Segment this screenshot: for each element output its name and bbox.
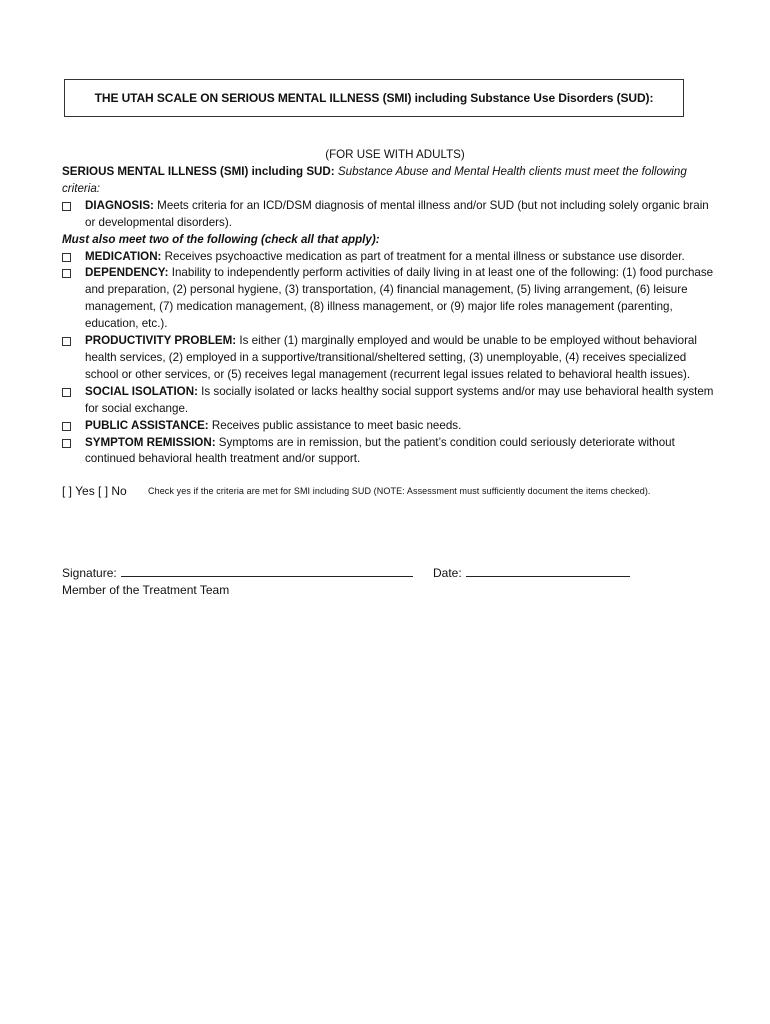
criterion-medication — [62, 249, 722, 266]
criterion-text: Receives psychoactive medication as part of treatment for a mental illness or substance use disorder. — [161, 249, 685, 263]
criterion-label: DEPENDENCY: — [85, 266, 169, 280]
date-field[interactable] — [466, 564, 630, 577]
also-meet-heading: Must also meet two of the following (check all that apply): — [62, 232, 380, 246]
criterion-symptom-remission — [62, 435, 722, 469]
criterion-label: SOCIAL ISOLATION: — [85, 384, 198, 398]
yes-no-note: Check yes if the criteria are met for SMI including SUD (NOTE: Assessment must sufficiently document the items checked). — [148, 486, 651, 496]
checkbox[interactable] — [62, 198, 85, 232]
criterion-label: PRODUCTIVITY PROBLEM: — [85, 334, 237, 348]
criterion-dependency — [62, 265, 722, 333]
intro — [62, 164, 722, 198]
criterion-label: DIAGNOSIS: — [85, 198, 154, 212]
date-label: Date: — [433, 566, 462, 580]
checkbox[interactable] — [62, 435, 85, 469]
document-title: THE UTAH SCALE ON SERIOUS MENTAL ILLNESS (SMI) including Substance Use Disorders (SUD): — [94, 91, 654, 105]
yes-no-checkboxes[interactable]: [ ] Yes [ ] No — [62, 484, 127, 498]
checkbox[interactable] — [62, 265, 85, 333]
checkbox[interactable] — [62, 249, 85, 266]
criterion-text: Receives public assistance to meet basic needs. — [208, 418, 462, 432]
title-box — [64, 79, 684, 117]
criteria-section — [62, 164, 722, 468]
checkbox[interactable] — [62, 418, 85, 435]
criterion-public-assistance — [62, 418, 722, 435]
signature-block — [62, 564, 413, 598]
signature-label: Signature: — [62, 566, 117, 580]
intro-text: Substance Abuse and Mental Health clients must meet the following criteria: — [62, 165, 687, 195]
criterion-text: Meets criteria for an ICD/DSM diagnosis of mental illness and/or SUD (but not including solely organic brain or developmental disorders). — [85, 198, 709, 229]
signature-sublabel: Member of the Treatment Team — [62, 582, 230, 597]
checkbox[interactable] — [62, 333, 85, 384]
criterion-text: Is either (1) marginally employed and would be unable to be employed without behavioral health services, (2) employed in a supportive/transitional/sheltered setting, (3) unemployable, (4) receives specialized school or other services, or (5) receives legal management (recurrent legal issues related to behavioral health issues). — [85, 334, 697, 381]
signature-field[interactable] — [121, 564, 413, 577]
criterion-productivity — [62, 333, 722, 384]
criterion-text: Symptoms are in remission, but the patient’s condition could seriously deteriorate without continued behavioral health treatment and/or support. — [85, 435, 675, 466]
criterion-label: SYMPTOM REMISSION: — [85, 435, 216, 449]
criterion-text: Is socially isolated or lacks healthy social support systems and/or may use behavioral health system for social exchange. — [85, 384, 714, 415]
subtitle: (FOR USE WITH ADULTS) — [325, 148, 465, 161]
criterion-diagnosis — [62, 198, 722, 232]
criterion-text: Inability to independently perform activities of daily living in at least one of the following: (1) food purchase and preparation, (2) personal hygiene, (3) transportation, (4) financial management, (5) living arrangement, (6) leisure management, (7) medication management, (8) illness management, or (9) major life roles management (parenting, education, etc.). — [85, 266, 714, 331]
date-block — [433, 564, 630, 580]
criterion-social-isolation — [62, 384, 722, 418]
criterion-label: PUBLIC ASSISTANCE: — [85, 418, 209, 432]
intro-heading: SERIOUS MENTAL ILLNESS (SMI) including SUD: — [62, 165, 335, 178]
checkbox[interactable] — [62, 384, 85, 418]
criterion-label: MEDICATION: — [85, 249, 162, 263]
